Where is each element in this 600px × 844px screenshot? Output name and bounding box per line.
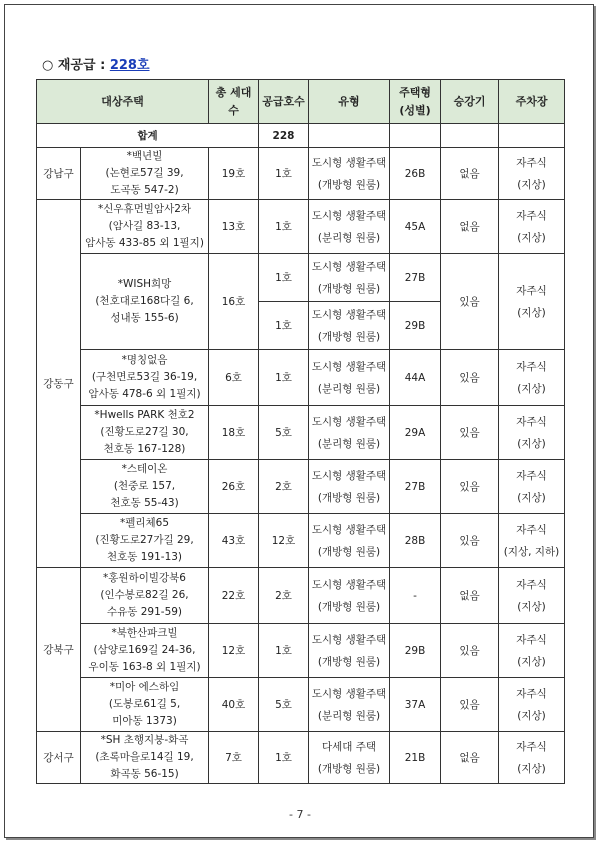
sum-empty-cell [309,124,390,148]
table-row [37,624,565,678]
housing-name-cell: *펠리체65 (진황도로27가길 29, 천호동 191-13) [81,514,209,568]
elevator-cell: 없음 [441,732,499,784]
total-units-cell: 40호 [209,678,259,732]
section-heading [42,54,150,73]
unit-type-cell: 45A [390,200,441,254]
sum-row [37,124,565,148]
table-header-row [37,80,565,124]
housing-type-cell: 도시형 생활주택 (분리형 원룸) [309,200,390,254]
table-row [37,732,565,784]
housing-name-cell: *홍원하이빌강북6 (인수봉로82길 26, 수유동 291-59) [81,568,209,624]
district-cell: 강남구 [37,148,81,200]
parking-cell: 자주식 (지상) [499,624,565,678]
total-units-cell: 16호 [209,254,259,350]
elevator-cell: 있음 [441,624,499,678]
housing-type-cell: 도시형 생활주택 (개방형 원룸) [309,302,390,350]
housing-table [36,79,565,784]
heading-count: 228호 [109,58,150,73]
unit-type-cell: 21B [390,732,441,784]
housing-name-cell: *미아 에스하임 (도봉로61길 5, 미아동 1373) [81,678,209,732]
unit-type-cell: 26B [390,148,441,200]
table-row [37,200,565,254]
total-units-cell: 13호 [209,200,259,254]
unit-type-cell: 29B [390,302,441,350]
parking-cell: 자주식 (지상) [499,406,565,460]
housing-name-cell: *WISH희망 (천호대로168다길 6, 성내동 155-6) [81,254,209,350]
housing-type-cell: 도시형 생활주택 (개방형 원룸) [309,568,390,624]
district-cell: 강서구 [37,732,81,784]
total-units-cell: 18호 [209,406,259,460]
unit-type-cell: 29B [390,624,441,678]
header-elevator: 승강기 [441,80,499,124]
elevator-cell: 없음 [441,200,499,254]
table-row [37,350,565,406]
heading-bullet: ○ [42,58,54,73]
unit-type-cell: 28B [390,514,441,568]
total-units-cell: 12호 [209,624,259,678]
elevator-cell: 없음 [441,568,499,624]
supply-units-cell: 1호 [259,148,309,200]
housing-name-cell: *백년빌 (논현로57길 39, 도곡동 547-2) [81,148,209,200]
table-body [37,124,565,784]
header-supply-units: 공급호수 [259,80,309,124]
housing-name-cell: *명칭없음 (구천면로53길 36-19, 암사동 478-6 외 1필지) [81,350,209,406]
district-cell: 강동구 [37,200,81,568]
parking-cell: 자주식 (지상) [499,200,565,254]
header-unit-type: 주택형 (성별) [390,80,441,124]
housing-type-cell: 도시형 생활주택 (개방형 원룸) [309,624,390,678]
supply-units-cell: 5호 [259,406,309,460]
total-units-cell: 22호 [209,568,259,624]
supply-units-cell: 5호 [259,678,309,732]
unit-type-cell: - [390,568,441,624]
housing-type-cell: 도시형 생활주택 (개방형 원룸) [309,514,390,568]
housing-type-cell: 도시형 생활주택 (개방형 원룸) [309,254,390,302]
sum-supply: 228 [259,124,309,148]
unit-type-cell: 37A [390,678,441,732]
unit-type-cell: 44A [390,350,441,406]
supply-units-cell: 1호 [259,350,309,406]
supply-units-cell: 2호 [259,460,309,514]
header-target-housing: 대상주택 [37,80,209,124]
parking-cell: 자주식 (지상) [499,732,565,784]
elevator-cell: 있음 [441,460,499,514]
header-total-units: 총 세대수 [209,80,259,124]
elevator-cell: 있음 [441,406,499,460]
supply-units-cell: 2호 [259,568,309,624]
housing-name-cell: *신우휴먼빌암사2차 (암사길 83-13, 암사동 433-85 외 1필지) [81,200,209,254]
housing-type-cell: 다세대 주택 (개방형 원룸) [309,732,390,784]
elevator-cell: 있음 [441,254,499,350]
supply-units-cell: 1호 [259,732,309,784]
supply-units-cell: 1호 [259,624,309,678]
total-units-cell: 43호 [209,514,259,568]
heading-label: 재공급 : [57,58,106,73]
table-row [37,406,565,460]
parking-cell: 자주식 (지상) [499,148,565,200]
sum-empty-cell [441,124,499,148]
sum-empty-cell [390,124,441,148]
unit-type-cell: 29A [390,406,441,460]
table-row [37,460,565,514]
total-units-cell: 7호 [209,732,259,784]
header-type: 유형 [309,80,390,124]
supply-units-cell: 1호 [259,302,309,350]
housing-type-cell: 도시형 생활주택 (분리형 원룸) [309,350,390,406]
parking-cell: 자주식 (지상) [499,678,565,732]
total-units-cell: 19호 [209,148,259,200]
parking-cell: 자주식 (지상) [499,350,565,406]
housing-type-cell: 도시형 생활주택 (개방형 원룸) [309,148,390,200]
total-units-cell: 6호 [209,350,259,406]
elevator-cell: 있음 [441,678,499,732]
sum-empty-cell [499,124,565,148]
housing-type-cell: 도시형 생활주택 (개방형 원룸) [309,460,390,514]
supply-units-cell: 1호 [259,200,309,254]
header-parking: 주차장 [499,80,565,124]
housing-type-cell: 도시형 생활주택 (분리형 원룸) [309,678,390,732]
housing-name-cell: *Hwells PARK 천호2 (진황도로27길 30, 천호동 167-128) [81,406,209,460]
housing-name-cell: *SH 초행지붕-화곡 (초록마을로14길 19, 화곡동 56-15) [81,732,209,784]
table-row [37,514,565,568]
housing-type-cell: 도시형 생활주택 (분리형 원룸) [309,406,390,460]
parking-cell: 자주식 (지상) [499,460,565,514]
parking-cell: 자주식 (지상) [499,254,565,350]
elevator-cell: 있음 [441,514,499,568]
total-units-cell: 26호 [209,460,259,514]
table-row [37,254,565,302]
elevator-cell: 있음 [441,350,499,406]
district-cell: 강북구 [37,568,81,732]
supply-units-cell: 1호 [259,254,309,302]
housing-name-cell: *북한산파크빌 (삼양로169길 24-36, 우이동 163-8 외 1필지) [81,624,209,678]
table-row [37,568,565,624]
parking-cell: 자주식 (지상) [499,568,565,624]
table-row [37,678,565,732]
elevator-cell: 없음 [441,148,499,200]
parking-cell: 자주식 (지상, 지하) [499,514,565,568]
unit-type-cell: 27B [390,460,441,514]
unit-type-cell: 27B [390,254,441,302]
supply-units-cell: 12호 [259,514,309,568]
table-row [37,148,565,200]
sum-label: 합계 [37,124,259,148]
housing-name-cell: *스테이온 (천중로 157, 천호동 55-43) [81,460,209,514]
page-number: - 7 - [289,808,311,821]
